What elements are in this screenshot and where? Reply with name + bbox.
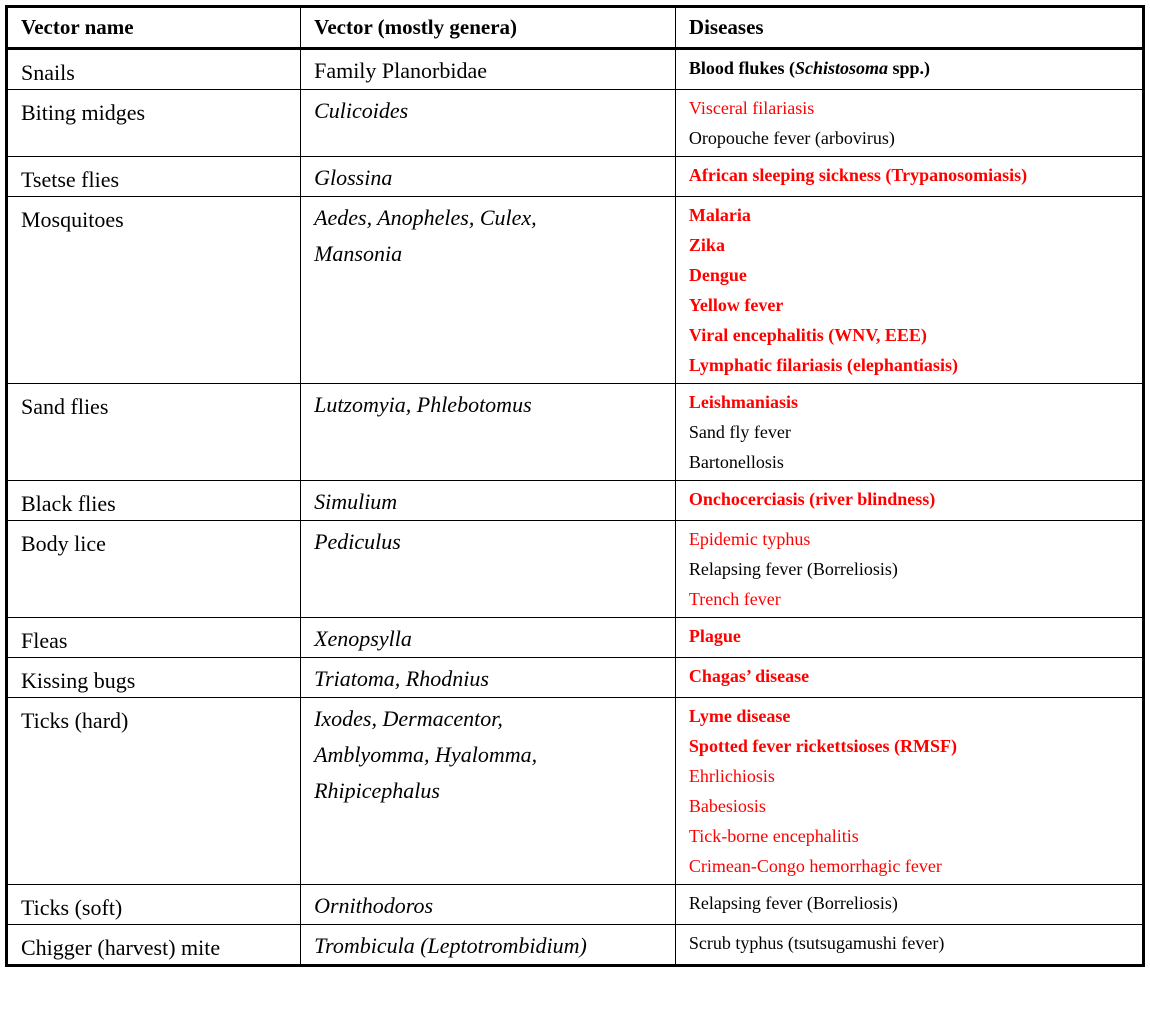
vector-genus-cell: Ornithodoros (301, 885, 676, 925)
disease-item: Trench fever (688, 589, 781, 609)
diseases-cell (675, 618, 1143, 658)
vector-genus-cell: Glossina (301, 157, 676, 197)
disease-item: Relapsing fever (Borreliosis) (688, 893, 898, 913)
vector-disease-table (5, 5, 1145, 967)
diseases-cell (675, 49, 1143, 90)
vector-name-cell: Chigger (harvest) mite (7, 925, 301, 966)
table-row (7, 49, 1144, 90)
disease-item: Crimean-Congo hemorrhagic fever (688, 856, 942, 876)
table-row (7, 658, 1144, 698)
table-body (7, 49, 1144, 966)
disease-item: Scrub typhus (tsutsugamushi fever) (688, 933, 945, 953)
table-row (7, 925, 1144, 966)
disease-item: Visceral filariasis (688, 98, 815, 118)
disease-item: Sand fly fever (688, 422, 791, 442)
disease-item: Chagas’ disease (688, 666, 810, 686)
disease-item: Lyme disease (688, 706, 791, 726)
disease-item: Yellow fever (688, 295, 784, 315)
vector-name-cell: Tsetse flies (7, 157, 301, 197)
vector-genus-cell: Pediculus (301, 521, 676, 618)
vector-name-cell: Snails (7, 49, 301, 90)
disease-item: African sleeping sickness (Trypanosomiasis) (688, 165, 1028, 185)
disease-text-part: spp.) (887, 58, 931, 78)
disease-item: Bartonellosis (688, 452, 784, 472)
vector-name-cell: Ticks (hard) (7, 698, 301, 885)
vector-name-cell: Black flies (7, 481, 301, 521)
vector-name-cell: Fleas (7, 618, 301, 658)
vector-name-cell: Body lice (7, 521, 301, 618)
disease-text-part: Blood flukes ( (688, 58, 795, 78)
table-row (7, 197, 1144, 384)
table-row (7, 885, 1144, 925)
diseases-cell (675, 521, 1143, 618)
table-row (7, 521, 1144, 618)
vector-genus-cell: Ixodes, Dermacentor, Amblyomma, Hyalomma, Rhipicephalus (301, 698, 676, 885)
vector-genus-cell: Simulium (301, 481, 676, 521)
vector-name-cell: Mosquitoes (7, 197, 301, 384)
disease-item: Relapsing fever (Borreliosis) (688, 559, 898, 579)
vector-genus-cell: Family Planorbidae (301, 49, 676, 90)
table-row (7, 618, 1144, 658)
header-vector-name: Vector name (7, 7, 301, 49)
disease-item: Babesiosis (688, 796, 766, 816)
table-row (7, 157, 1144, 197)
vector-genus-cell: Xenopsylla (301, 618, 676, 658)
disease-item: Spotted fever rickettsioses (RMSF) (688, 736, 958, 756)
diseases-cell (675, 698, 1143, 885)
diseases-cell (675, 658, 1143, 698)
diseases-cell (675, 384, 1143, 481)
disease-item: Lymphatic filariasis (elephantiasis) (688, 355, 958, 375)
diseases-cell (675, 481, 1143, 521)
disease-item: Leishmaniasis (688, 392, 798, 412)
disease-item: Ehrlichiosis (688, 766, 775, 786)
vector-name-cell: Sand flies (7, 384, 301, 481)
diseases-cell (675, 197, 1143, 384)
disease-item: Malaria (688, 205, 751, 225)
disease-item: Onchocerciasis (river blindness) (688, 489, 936, 509)
disease-item: Epidemic typhus (688, 529, 811, 549)
vector-name-cell: Biting midges (7, 90, 301, 157)
vector-name-cell: Ticks (soft) (7, 885, 301, 925)
vector-genus-cell: Culicoides (301, 90, 676, 157)
vector-name-cell: Kissing bugs (7, 658, 301, 698)
vector-genus-cell: Aedes, Anopheles, Culex, Mansonia (301, 197, 676, 384)
diseases-cell (675, 925, 1143, 966)
vector-genus-cell: Triatoma, Rhodnius (301, 658, 676, 698)
disease-item: Tick-borne encephalitis (688, 826, 859, 846)
table-row (7, 698, 1144, 885)
header-diseases: Diseases (675, 7, 1143, 49)
genus-italic-text: Schistosoma (794, 58, 888, 78)
disease-item: Viral encephalitis (WNV, EEE) (688, 325, 927, 345)
disease-item: Zika (688, 235, 725, 255)
disease-item: Plague (688, 626, 741, 646)
diseases-cell (675, 885, 1143, 925)
disease-item: Dengue (688, 265, 747, 285)
header-vector-genera: Vector (mostly genera) (301, 7, 676, 49)
table-row (7, 481, 1144, 521)
diseases-cell (675, 157, 1143, 197)
vector-genus-cell: Trombicula (Leptotrombidium) (301, 925, 676, 966)
header-row (7, 7, 1144, 49)
table-row (7, 384, 1144, 481)
disease-item (689, 53, 1142, 83)
table-row (7, 90, 1144, 157)
disease-item: Oropouche fever (arbovirus) (688, 128, 895, 148)
vector-genus-cell: Lutzomyia, Phlebotomus (301, 384, 676, 481)
diseases-cell (675, 90, 1143, 157)
